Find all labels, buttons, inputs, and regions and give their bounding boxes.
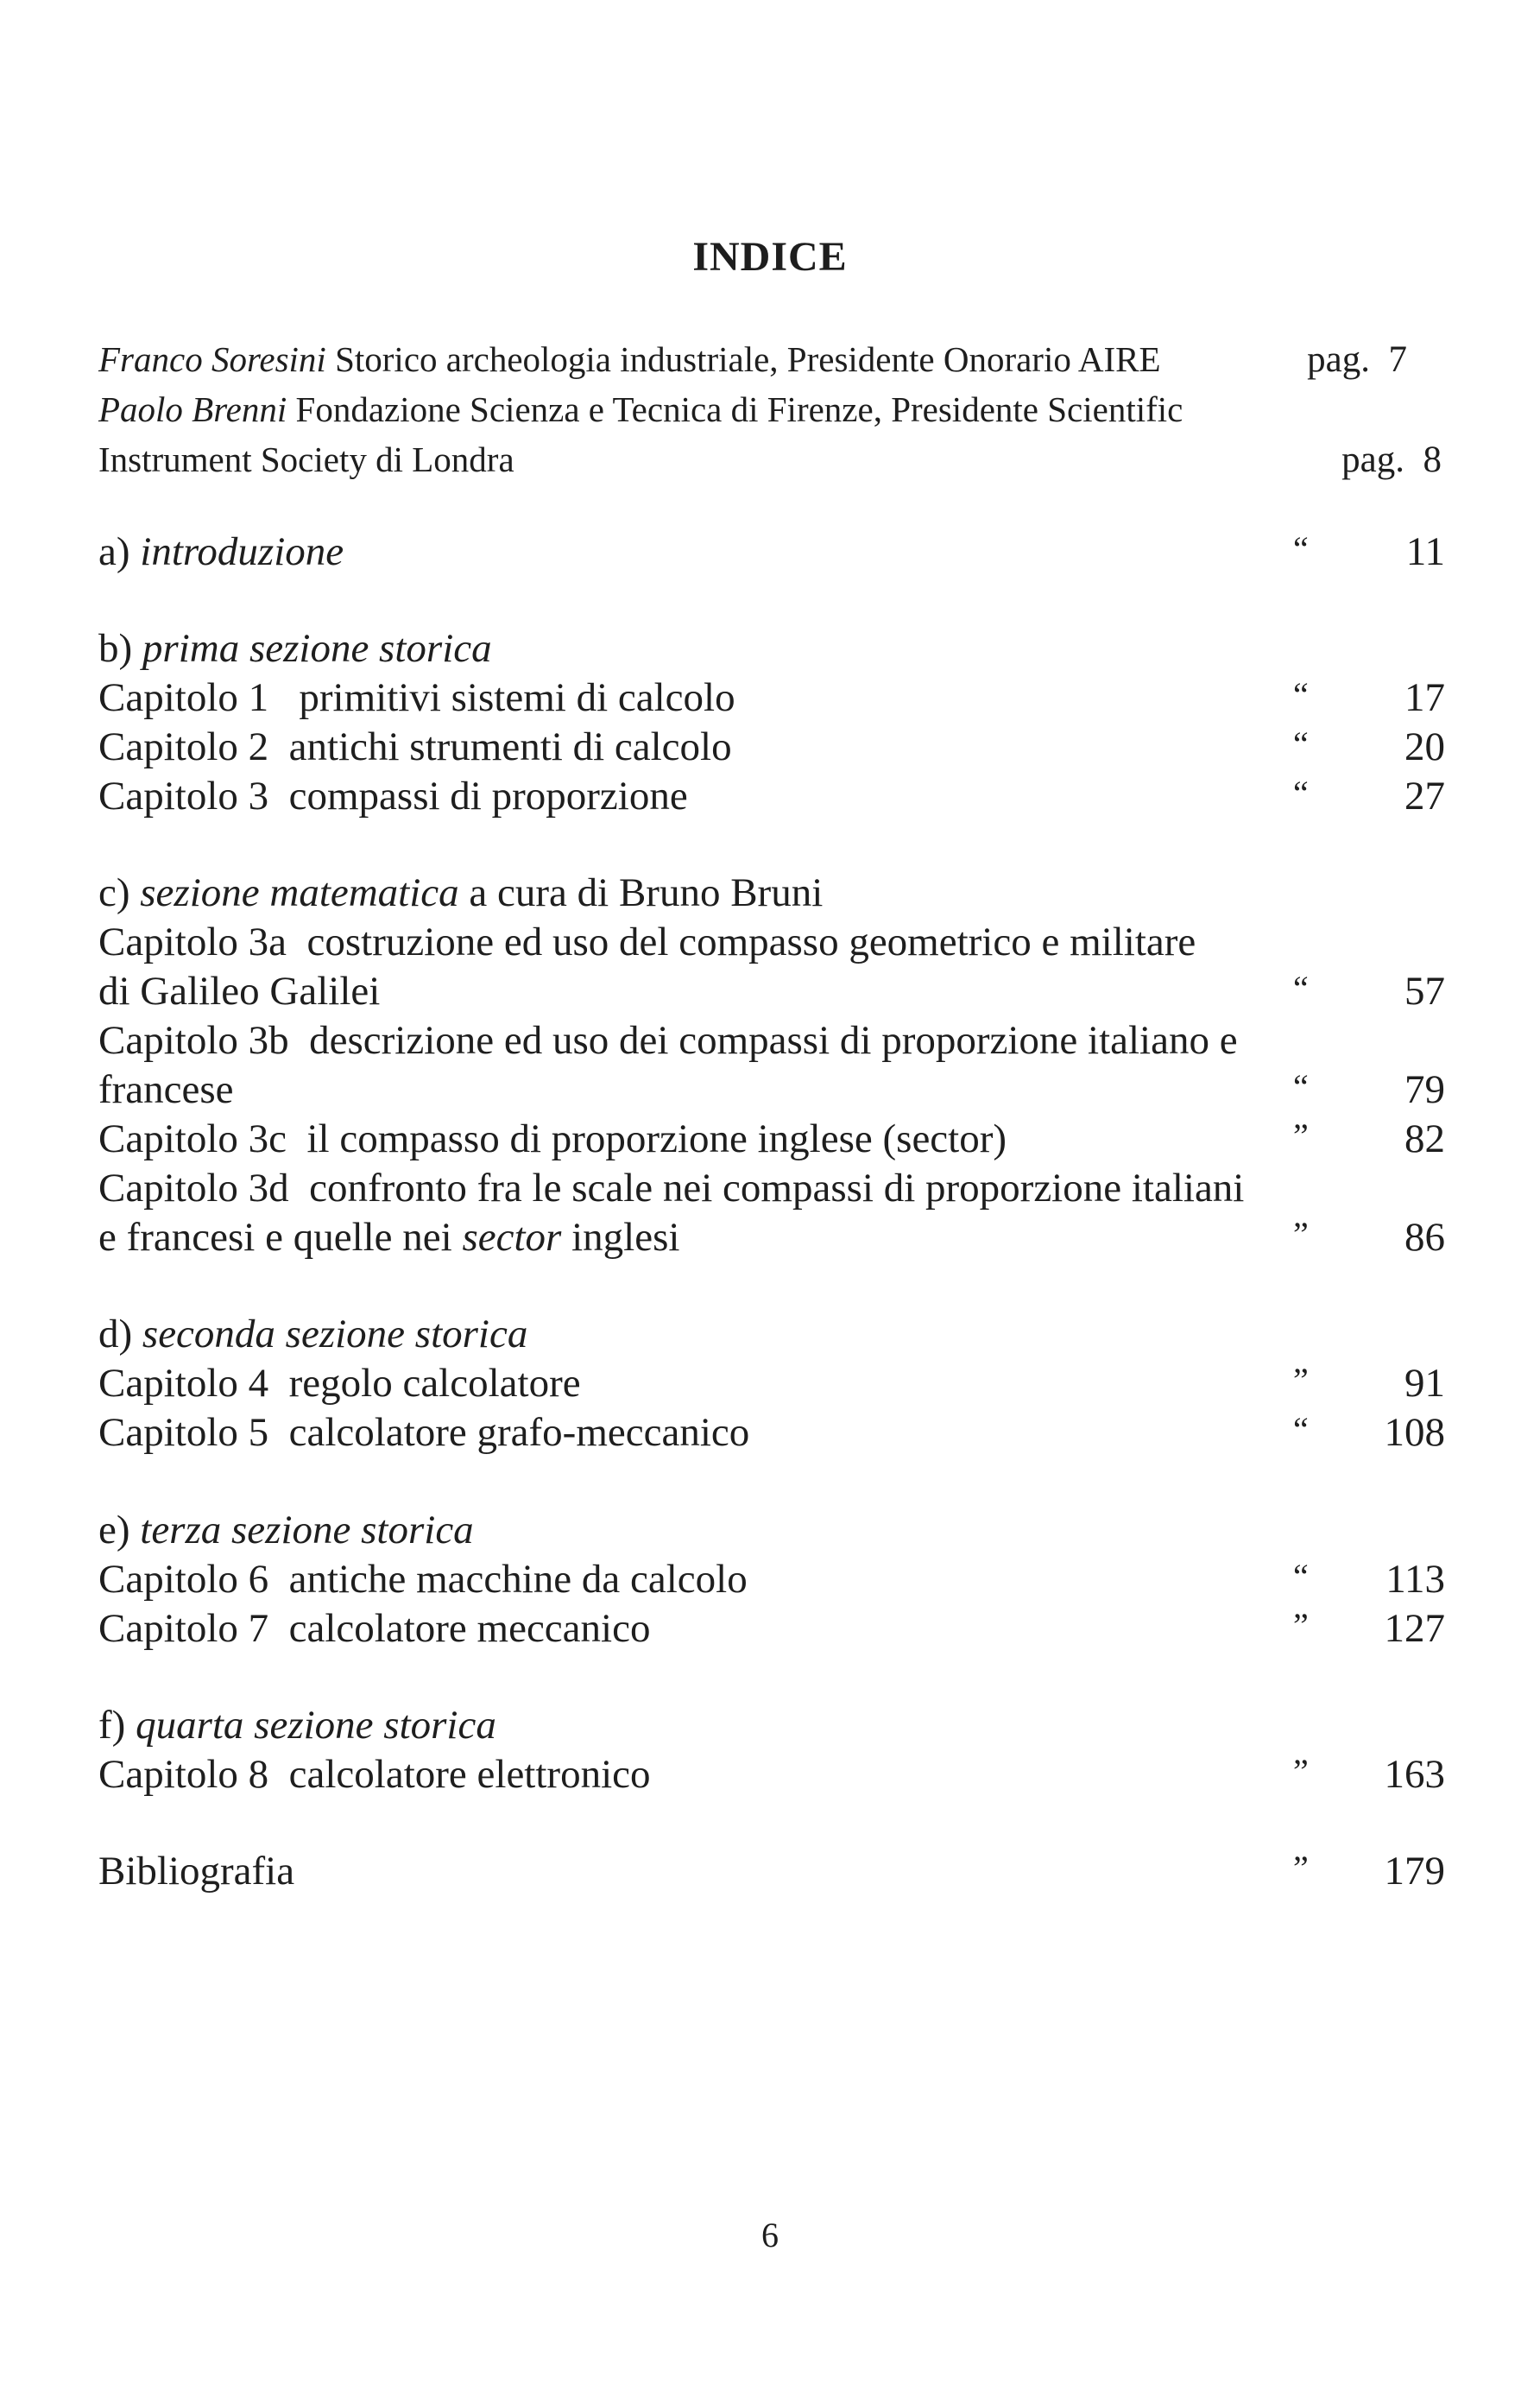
chapter-title: compassi di proporzione xyxy=(288,774,688,819)
chapter-label: Capitolo 4 xyxy=(98,1361,269,1406)
page-number: 6 xyxy=(761,2216,779,2254)
entry-text: Storico archeologia industriale, Presidente Onorario AIRE xyxy=(325,339,1161,379)
entry-page: 127 xyxy=(1384,1606,1445,1651)
chapter-entry xyxy=(98,1116,1445,1162)
chapter-entry xyxy=(98,1360,1445,1407)
chapter-label: Capitolo 3a xyxy=(98,920,287,964)
preface-entry-brenni-cont xyxy=(98,439,1445,480)
chapter-title: il compasso di proporzione inglese (sector) xyxy=(306,1116,1007,1161)
chapter-entry xyxy=(98,1556,1445,1603)
preface-entry-soresini xyxy=(98,338,1445,380)
chapter-label: Capitolo 3d xyxy=(98,1166,289,1211)
chapter-label: Capitolo 3c xyxy=(98,1116,287,1161)
entry-page: 163 xyxy=(1384,1752,1445,1797)
chapter-label: Capitolo 7 xyxy=(98,1606,269,1651)
chapter-entry-cont: e francesi e quelle nei sector inglesi ” 86 xyxy=(98,1215,1445,1260)
chapter-label: Capitolo 3 xyxy=(98,774,269,819)
preface-entry-brenni xyxy=(98,389,1445,430)
section-title: sezione matematica xyxy=(140,870,459,915)
chapter-label: Capitolo 3b xyxy=(98,1018,289,1063)
ditto-mark: ” xyxy=(1293,1606,1309,1645)
chapter-label: Capitolo 5 xyxy=(98,1410,269,1455)
entry-page: 113 xyxy=(1385,1557,1445,1602)
entry-page: pag. 8 xyxy=(1341,439,1442,480)
ditto-mark: “ xyxy=(1293,529,1309,568)
ditto-mark: “ xyxy=(1293,1557,1309,1596)
section-c: c) sezione matematica a cura di Bruno Bruni xyxy=(98,870,824,915)
section-a: a) introduzione “ 11 xyxy=(98,529,1445,574)
entry-page: pag. 7 xyxy=(1307,339,1407,380)
chapter-title: antichi strumenti di calcolo xyxy=(288,724,732,769)
section-title: seconda sezione storica xyxy=(142,1312,528,1356)
author-name: Paolo Brenni xyxy=(98,389,287,429)
section-title: prima sezione storica xyxy=(142,626,492,671)
chapter-title: costruzione ed uso del compasso geometrico e militare xyxy=(306,920,1196,964)
entry-page: 11 xyxy=(1405,529,1445,574)
chapter-title-cont: francese xyxy=(98,1067,234,1112)
entry-page: 57 xyxy=(1404,969,1445,1014)
chapter-title-cont: di Galileo Galilei xyxy=(98,969,381,1014)
chapter-title: descrizione ed uso dei compassi di proporzione italiano e xyxy=(309,1018,1238,1063)
entry-page: 86 xyxy=(1404,1215,1445,1260)
page-title: INDICE xyxy=(692,234,848,280)
entry-page: 108 xyxy=(1384,1410,1445,1455)
chapter-title: primitivi sistemi di calcolo xyxy=(299,675,735,720)
chapter-entry-cont xyxy=(98,1066,1445,1113)
chapter-entry xyxy=(98,1605,1445,1652)
section-e: e) terza sezione storica xyxy=(98,1508,474,1552)
chapter-title: antiche macchine da calcolo xyxy=(288,1557,748,1602)
entry-page: 91 xyxy=(1404,1361,1445,1406)
chapter-label: Capitolo 2 xyxy=(98,724,269,769)
section-editor: a cura di Bruno Bruni xyxy=(458,870,824,915)
chapter-entry xyxy=(98,1751,1445,1798)
section-f: f) quarta sezione storica xyxy=(98,1703,496,1748)
ditto-mark: ” xyxy=(1293,1116,1309,1155)
chapter-entry xyxy=(98,1165,1445,1211)
ditto-mark: “ xyxy=(1293,1067,1309,1106)
ditto-mark: ” xyxy=(1293,1361,1309,1400)
ditto-mark: “ xyxy=(1293,969,1309,1008)
chapter-entry xyxy=(98,773,1445,819)
entry-page: 82 xyxy=(1404,1116,1445,1161)
chapter-entry xyxy=(98,674,1445,721)
entry-page: 17 xyxy=(1404,675,1445,720)
section-title: terza sezione storica xyxy=(140,1508,474,1552)
bibliography-entry xyxy=(98,1848,1445,1894)
section-d: d) seconda sezione storica xyxy=(98,1312,528,1356)
ditto-mark: “ xyxy=(1293,724,1309,763)
ditto-mark: “ xyxy=(1293,1410,1309,1449)
ditto-mark: ” xyxy=(1293,1215,1309,1254)
chapter-title: calcolatore elettronico xyxy=(288,1752,651,1797)
chapter-title: calcolatore grafo-meccanico xyxy=(288,1410,750,1455)
ditto-mark: ” xyxy=(1293,1752,1309,1791)
chapter-entry xyxy=(98,919,1445,965)
entry-page: 20 xyxy=(1404,724,1445,769)
chapter-label: Capitolo 8 xyxy=(98,1752,269,1797)
chapter-title: confronto fra le scale nei compassi di proporzione italiani xyxy=(309,1166,1245,1211)
ditto-mark: “ xyxy=(1293,774,1309,812)
author-name: Franco Soresini xyxy=(98,339,326,379)
entry-text: Instrument Society di Londra xyxy=(98,439,514,479)
chapter-label: Capitolo 6 xyxy=(98,1557,269,1602)
chapter-label: Capitolo 1 xyxy=(98,675,269,720)
section-title: quarta sezione storica xyxy=(136,1703,496,1748)
chapter-title: regolo calcolatore xyxy=(288,1361,581,1406)
entry-page: 179 xyxy=(1384,1849,1445,1894)
entry-page: 27 xyxy=(1404,774,1445,819)
bibliography-label: Bibliografia xyxy=(98,1849,295,1894)
section-title: introduzione xyxy=(140,529,344,574)
chapter-entry xyxy=(98,724,1445,770)
entry-text: Fondazione Scienza e Tecnica di Firenze, Presidente Scientific xyxy=(287,389,1183,429)
chapter-entry xyxy=(98,1409,1445,1456)
section-b: b) prima sezione storica xyxy=(98,626,492,671)
ditto-mark: “ xyxy=(1293,675,1309,714)
chapter-title: calcolatore meccanico xyxy=(288,1606,651,1651)
entry-page: 79 xyxy=(1404,1067,1445,1112)
chapter-entry-cont xyxy=(98,968,1445,1015)
ditto-mark: ” xyxy=(1293,1849,1309,1887)
chapter-entry xyxy=(98,1017,1445,1064)
